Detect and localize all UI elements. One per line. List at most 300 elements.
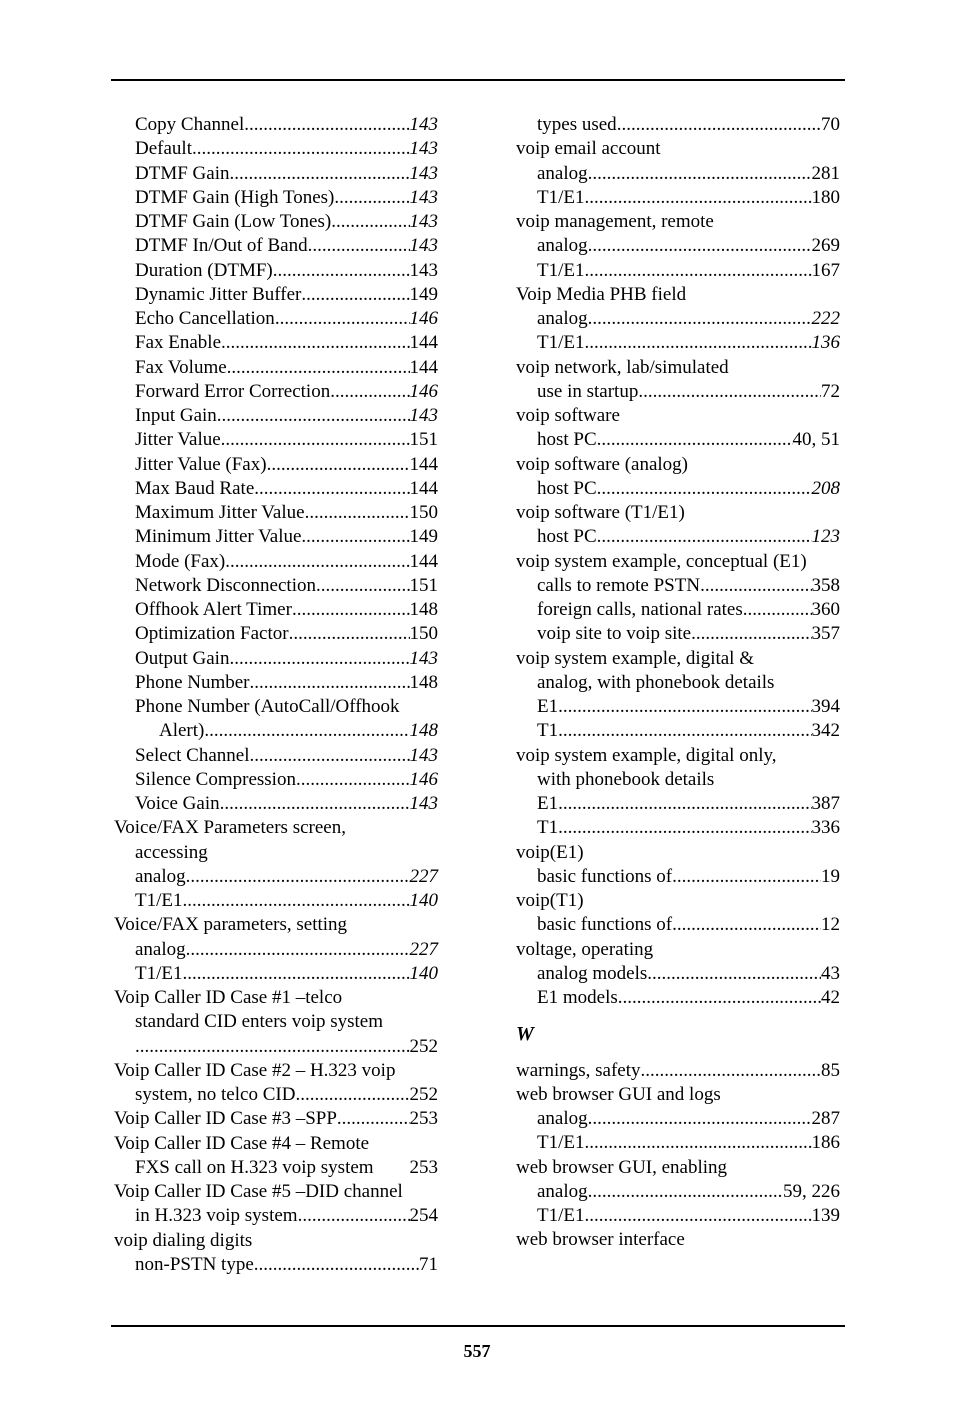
index-entry-page: 85 bbox=[821, 1059, 840, 1081]
index-entry bbox=[516, 768, 840, 792]
index-entry-term: T1 bbox=[537, 817, 559, 839]
index-entry-term: E1 bbox=[537, 793, 559, 814]
index-entry bbox=[114, 113, 438, 137]
index-entry-term: analog bbox=[135, 938, 186, 960]
index-entry bbox=[114, 719, 438, 743]
index-entry bbox=[516, 428, 840, 452]
dot-leader bbox=[316, 574, 410, 598]
index-entry bbox=[516, 1156, 840, 1180]
dot-leader bbox=[250, 744, 410, 768]
index-entry-page: 287 bbox=[811, 1108, 840, 1129]
index-entry-page: 252 bbox=[409, 1084, 438, 1105]
index-entry-term: Voip Caller ID Case #4 – Remote bbox=[114, 1132, 370, 1154]
index-entry bbox=[114, 477, 438, 501]
dot-leader bbox=[186, 865, 410, 889]
index-entry bbox=[516, 744, 840, 768]
index-entry-term: T1/E1 bbox=[537, 1132, 585, 1154]
index-entry-page: 269 bbox=[811, 235, 840, 257]
index-entry-term: voip system example, digital only, bbox=[516, 744, 777, 766]
header-rule bbox=[111, 79, 845, 81]
index-entry-page: 143 bbox=[409, 162, 438, 184]
index-entry bbox=[114, 962, 438, 986]
index-entry-term: voltage, operating bbox=[516, 938, 654, 960]
dot-leader bbox=[275, 307, 410, 331]
index-entry-term: Voip Media PHB field bbox=[516, 283, 687, 305]
index-entry bbox=[516, 210, 840, 234]
index-entry bbox=[114, 1035, 438, 1059]
index-entry-page: 360 bbox=[811, 599, 840, 620]
dot-leader bbox=[618, 986, 821, 1010]
index-entry-term: Jitter Value bbox=[135, 429, 221, 451]
index-entry-term: Jitter Value (Fax) bbox=[135, 453, 267, 475]
index-entry-page: 72 bbox=[821, 380, 840, 402]
dot-leader bbox=[301, 525, 409, 549]
index-entry-page: 148 bbox=[409, 599, 438, 620]
index-entry-term: T1/E1 bbox=[537, 186, 585, 208]
dot-leader bbox=[330, 380, 409, 404]
index-entry bbox=[516, 259, 840, 283]
index-entry bbox=[516, 1059, 840, 1083]
index-entry-page: 143 bbox=[409, 235, 438, 257]
index-entry-page: 148 bbox=[409, 720, 438, 742]
index-entry-term: Dynamic Jitter Buffer bbox=[135, 283, 302, 305]
index-entry bbox=[114, 1156, 438, 1180]
index-entry-term: Mode (Fax) bbox=[135, 550, 226, 572]
index-entry-page: 146 bbox=[409, 768, 438, 790]
dot-leader bbox=[641, 1059, 821, 1083]
index-entry-term: basic functions of bbox=[537, 865, 673, 887]
index-entry-term: Voip Caller ID Case #1 –telco bbox=[114, 987, 343, 1008]
index-entry-term: standard CID enters voip system bbox=[135, 1011, 384, 1033]
index-entry-term: T1/E1 bbox=[135, 962, 183, 984]
index-entry-page: 143 bbox=[409, 793, 438, 814]
dot-leader bbox=[267, 453, 410, 477]
index-entry-page: 143 bbox=[409, 211, 438, 232]
index-entry bbox=[114, 792, 438, 816]
index-entry-term: Echo Cancellation bbox=[135, 308, 275, 329]
dot-leader bbox=[254, 477, 409, 501]
index-entry bbox=[114, 574, 438, 598]
index-entry-term: T1 bbox=[537, 720, 559, 742]
index-entry-term: analog bbox=[537, 1180, 588, 1202]
index-entry bbox=[114, 865, 438, 889]
dot-leader bbox=[588, 1180, 783, 1204]
dot-leader bbox=[588, 307, 812, 331]
index-entry-page: 43 bbox=[821, 962, 840, 984]
index-entry-term: Voip Caller ID Case #2 – H.323 voip bbox=[114, 1059, 396, 1081]
page-number: 557 bbox=[463, 1341, 491, 1361]
index-entry bbox=[516, 841, 840, 865]
index-entry bbox=[516, 962, 840, 986]
index-entry bbox=[114, 841, 438, 865]
index-entry-page: 59, 226 bbox=[783, 1180, 840, 1202]
index-entry bbox=[516, 938, 840, 962]
index-entry-term: DTMF Gain (Low Tones) bbox=[135, 211, 332, 232]
index-entry bbox=[114, 162, 438, 186]
index-entry-page: 222 bbox=[811, 308, 840, 329]
index-entry-term: E1 models bbox=[537, 987, 618, 1008]
index-entry bbox=[114, 1059, 438, 1083]
dot-leader bbox=[558, 816, 811, 840]
index-entry-page: 144 bbox=[409, 356, 438, 378]
index-entry-term: Voip Caller ID Case #3 –SPP bbox=[114, 1108, 337, 1130]
index-entry bbox=[516, 1083, 840, 1107]
dot-leader bbox=[558, 695, 811, 719]
index-entry-page: 253 bbox=[409, 1156, 438, 1178]
index-entry bbox=[114, 137, 438, 161]
index-entry-term: DTMF Gain bbox=[135, 162, 230, 184]
index-entry-page: 150 bbox=[409, 502, 438, 523]
index-entry bbox=[114, 356, 438, 380]
index-entry-term: warnings, safety bbox=[516, 1059, 641, 1081]
index-group-w bbox=[516, 1059, 840, 1253]
index-entry-page: 281 bbox=[811, 162, 840, 184]
index-entry-term: Default bbox=[135, 138, 192, 160]
index-entry bbox=[516, 622, 840, 646]
index-entry-term: analog models bbox=[537, 962, 648, 984]
index-entry-page: 144 bbox=[409, 550, 438, 572]
index-entry bbox=[114, 647, 438, 671]
index-entry bbox=[516, 913, 840, 937]
index-entry-page: 227 bbox=[409, 938, 438, 960]
index-entry-page: 42 bbox=[821, 987, 840, 1008]
index-entry-term: non-PSTN type bbox=[135, 1253, 254, 1275]
index-entry-page: 140 bbox=[409, 890, 438, 911]
index-entry-page: 143 bbox=[409, 744, 438, 766]
index-entry-term: voip software bbox=[516, 405, 620, 426]
dot-leader bbox=[558, 792, 811, 816]
index-entry bbox=[114, 1180, 438, 1204]
index-entry-term: voip(T1) bbox=[516, 890, 584, 911]
index-entry-term: voip email account bbox=[516, 138, 661, 160]
index-entry-term: web browser GUI and logs bbox=[516, 1083, 721, 1105]
index-entry bbox=[516, 162, 840, 186]
index-entry bbox=[516, 1180, 840, 1204]
index-entry bbox=[114, 622, 438, 646]
index-entry bbox=[516, 986, 840, 1010]
index-entry-term: voip network, lab/simulated bbox=[516, 356, 729, 378]
index-entry bbox=[114, 1132, 438, 1156]
index-group-v-continued bbox=[516, 113, 840, 1010]
index-entry bbox=[114, 380, 438, 404]
index-entry-term: calls to remote PSTN bbox=[537, 574, 701, 596]
index-entry-page: 140 bbox=[409, 962, 438, 984]
index-entry bbox=[516, 186, 840, 210]
index-entry bbox=[114, 210, 438, 234]
index-entry-term: Voice/FAX parameters, setting bbox=[114, 914, 348, 936]
index-entry bbox=[114, 816, 438, 840]
index-entry-term: host PC bbox=[537, 526, 597, 548]
dot-leader bbox=[273, 259, 410, 283]
dot-leader bbox=[192, 137, 410, 161]
index-entry bbox=[114, 259, 438, 283]
index-entry-term: E1 bbox=[537, 696, 559, 717]
dot-leader bbox=[691, 622, 811, 646]
dot-leader bbox=[183, 889, 410, 913]
index-entry-page: 146 bbox=[409, 308, 438, 329]
dot-leader bbox=[221, 428, 410, 452]
section-letter: W bbox=[516, 1023, 534, 1046]
index-entry-term: Offhook Alert Timer bbox=[135, 599, 292, 620]
index-entry bbox=[114, 986, 438, 1010]
index-entry-term: analog bbox=[135, 865, 186, 887]
index-entry-term: Optimization Factor bbox=[135, 623, 289, 645]
index-entry-term: accessing bbox=[135, 841, 208, 863]
index-entry-term: Minimum Jitter Value bbox=[135, 526, 302, 548]
index-entry-term: types used bbox=[537, 114, 617, 135]
index-column-right bbox=[516, 113, 840, 1253]
index-entry-page: 149 bbox=[409, 526, 438, 548]
index-entry-term: Voice Gain bbox=[135, 793, 220, 814]
index-entry-term: Voip Caller ID Case #5 –DID channel bbox=[114, 1181, 403, 1202]
index-entry-page: 40, 51 bbox=[792, 429, 840, 451]
index-entry bbox=[516, 477, 840, 501]
index-entry-term: Copy Channel bbox=[135, 114, 245, 135]
index-entry bbox=[516, 647, 840, 671]
index-entry bbox=[114, 453, 438, 477]
index-entry bbox=[114, 331, 438, 355]
index-entry-page: 208 bbox=[811, 477, 840, 499]
index-entry-page: 123 bbox=[811, 526, 840, 548]
index-entry bbox=[516, 695, 840, 719]
index-entry-term: basic functions of bbox=[537, 914, 673, 936]
index-entry-term: analog bbox=[537, 1108, 588, 1129]
index-entry-term: analog bbox=[537, 162, 588, 184]
dot-leader bbox=[183, 962, 410, 986]
index-entry-page: 144 bbox=[409, 332, 438, 354]
dot-leader bbox=[229, 162, 409, 186]
dot-leader bbox=[588, 162, 812, 186]
index-entry bbox=[516, 816, 840, 840]
dot-leader bbox=[225, 550, 409, 574]
index-entry-term: Voice/FAX Parameters screen, bbox=[114, 817, 346, 839]
index-entry bbox=[114, 744, 438, 768]
index-entry bbox=[114, 1107, 438, 1131]
index-entry bbox=[516, 501, 840, 525]
dot-leader bbox=[672, 913, 821, 937]
index-entry-page: 143 bbox=[409, 259, 438, 281]
index-entry bbox=[516, 671, 840, 695]
index-entry bbox=[114, 598, 438, 622]
index-entry-page: 143 bbox=[409, 186, 438, 208]
index-entry bbox=[114, 1083, 438, 1107]
dot-leader bbox=[585, 1131, 812, 1155]
index-entry-page: 336 bbox=[811, 817, 840, 839]
index-entry-page: 143 bbox=[409, 647, 438, 669]
index-entry-page: 253 bbox=[409, 1108, 438, 1130]
index-entry-page: 71 bbox=[419, 1253, 438, 1275]
index-entry bbox=[516, 404, 840, 428]
index-entry-term: voip site to voip site bbox=[537, 623, 692, 645]
index-entry bbox=[114, 695, 438, 719]
index-entry-page: 12 bbox=[821, 914, 840, 936]
dot-leader bbox=[305, 501, 410, 525]
index-entry bbox=[114, 550, 438, 574]
index-entry-term: FXS call on H.323 voip system bbox=[135, 1156, 374, 1178]
index-entry-term: T1/E1 bbox=[537, 332, 585, 354]
index-entry-term: voip software (T1/E1) bbox=[516, 502, 685, 523]
index-entry-term: Silence Compression bbox=[135, 768, 296, 790]
index-entry-term: T1/E1 bbox=[537, 1205, 585, 1226]
index-entry-page: 358 bbox=[811, 574, 840, 596]
dot-leader bbox=[585, 259, 812, 283]
index-entry bbox=[516, 792, 840, 816]
index-entry-page: 180 bbox=[811, 186, 840, 208]
dot-leader bbox=[672, 865, 821, 889]
index-entry-term: host PC bbox=[537, 477, 597, 499]
index-entry bbox=[516, 598, 840, 622]
dot-leader bbox=[585, 331, 812, 355]
index-entry-term: with phonebook details bbox=[537, 768, 715, 790]
index-entry-page: 186 bbox=[811, 1132, 840, 1154]
index-entry-term: web browser GUI, enabling bbox=[516, 1156, 728, 1178]
index-entry bbox=[516, 1131, 840, 1155]
index-entry-term: system, no telco CID bbox=[135, 1084, 296, 1105]
index-entry bbox=[114, 234, 438, 258]
index-entry-term: Maximum Jitter Value bbox=[135, 502, 305, 523]
index-entry bbox=[516, 137, 840, 161]
index-entry-term: DTMF Gain (High Tones) bbox=[135, 186, 335, 208]
index-entry bbox=[114, 525, 438, 549]
index-entry-term: voip software (analog) bbox=[516, 453, 688, 475]
index-entry-term: analog bbox=[537, 235, 588, 257]
index-entry bbox=[114, 1204, 438, 1228]
dot-leader bbox=[647, 962, 821, 986]
dot-leader bbox=[337, 1107, 410, 1131]
index-entry-term: voip system example, conceptual (E1) bbox=[516, 550, 807, 572]
index-entry bbox=[114, 307, 438, 331]
index-entry-term: Duration (DTMF) bbox=[135, 259, 273, 281]
dot-leader bbox=[229, 647, 409, 671]
index-entry-page: 19 bbox=[821, 865, 840, 887]
index-entry-term: voip dialing digits bbox=[114, 1229, 253, 1251]
dot-leader bbox=[743, 598, 812, 622]
index-entry-page: 144 bbox=[409, 453, 438, 475]
index-entry-page: 143 bbox=[409, 405, 438, 426]
index-entry-term: Select Channel bbox=[135, 744, 250, 766]
dot-leader bbox=[308, 234, 410, 258]
index-entry-term: use in startup bbox=[537, 380, 639, 402]
dot-leader bbox=[254, 1253, 419, 1277]
index-entry-page: 254 bbox=[409, 1205, 438, 1227]
dot-leader bbox=[597, 525, 812, 549]
dot-leader bbox=[585, 186, 812, 210]
index-column-left bbox=[114, 113, 438, 1277]
index-entry bbox=[114, 938, 438, 962]
index-entry-page: 167 bbox=[811, 259, 840, 281]
index-entry bbox=[114, 501, 438, 525]
index-entry-page: 143 bbox=[409, 138, 438, 160]
index-entry-page: 148 bbox=[409, 671, 438, 693]
index-entry-term: Fax Volume bbox=[135, 356, 227, 378]
index-entry-term: Fax Enable bbox=[135, 332, 222, 354]
dot-leader bbox=[617, 113, 821, 137]
index-entry bbox=[516, 574, 840, 598]
index-entry bbox=[516, 453, 840, 477]
index-entry bbox=[114, 186, 438, 210]
index-entry-term: analog bbox=[537, 308, 588, 329]
dot-leader bbox=[289, 622, 410, 646]
index-entry bbox=[516, 380, 840, 404]
index-entry-term: voip(E1) bbox=[516, 841, 584, 863]
index-entry-page: 144 bbox=[409, 477, 438, 499]
index-entry bbox=[114, 283, 438, 307]
index-entry-page: 139 bbox=[811, 1205, 840, 1226]
index-entry-term: Alert) bbox=[159, 720, 205, 742]
index-entry bbox=[516, 356, 840, 380]
dot-leader bbox=[186, 938, 410, 962]
index-entry-term: voip system example, digital & bbox=[516, 647, 754, 669]
index-entry-page: 227 bbox=[409, 865, 438, 887]
dot-leader bbox=[588, 234, 812, 258]
dot-leader bbox=[296, 768, 410, 792]
index-entry bbox=[114, 1253, 438, 1277]
dot-leader bbox=[292, 598, 410, 622]
index-entry bbox=[516, 889, 840, 913]
dot-leader bbox=[135, 1035, 410, 1059]
index-entry-term: Input Gain bbox=[135, 405, 217, 426]
index-entry-term: host PC bbox=[537, 429, 597, 451]
index-entry-term: Max Baud Rate bbox=[135, 477, 255, 499]
index-entry-page: 150 bbox=[409, 623, 438, 645]
index-entry-term: Forward Error Correction bbox=[135, 380, 331, 402]
index-entry-page: 70 bbox=[821, 114, 840, 135]
dot-leader bbox=[638, 380, 821, 404]
index-entry bbox=[114, 1229, 438, 1253]
index-entry bbox=[114, 1010, 438, 1034]
index-entry bbox=[516, 307, 840, 331]
index-entry-term: Output Gain bbox=[135, 647, 230, 669]
index-entry-page: 342 bbox=[811, 720, 840, 742]
dot-leader bbox=[585, 1204, 812, 1228]
dot-leader bbox=[250, 671, 410, 695]
index-entry-term: Network Disconnection bbox=[135, 574, 316, 596]
index-entry-page: 146 bbox=[409, 380, 438, 402]
dot-leader bbox=[334, 186, 409, 210]
dot-leader bbox=[220, 792, 410, 816]
dot-leader bbox=[597, 428, 793, 452]
index-entry-term: analog, with phonebook details bbox=[537, 671, 775, 693]
index-entry-term: voip management, remote bbox=[516, 211, 714, 232]
dot-leader bbox=[331, 210, 409, 234]
index-entry bbox=[516, 331, 840, 355]
index-entry bbox=[114, 404, 438, 428]
index-entry bbox=[516, 283, 840, 307]
dot-leader bbox=[700, 574, 811, 598]
index-entry-page: 387 bbox=[811, 793, 840, 814]
index-entry bbox=[516, 1204, 840, 1228]
index-entry-term: T1/E1 bbox=[135, 890, 183, 911]
index-entry-term: Phone Number (AutoCall/Offhook bbox=[135, 696, 400, 717]
index-entry-page: 151 bbox=[409, 429, 438, 451]
index-entry-page: 252 bbox=[409, 1035, 438, 1057]
index-entry bbox=[516, 865, 840, 889]
dot-leader bbox=[217, 404, 410, 428]
dot-leader bbox=[588, 1107, 812, 1131]
index-entry bbox=[516, 550, 840, 574]
dot-leader bbox=[597, 477, 812, 501]
index-entry-page: 143 bbox=[409, 114, 438, 135]
index-entry-page: 149 bbox=[409, 283, 438, 305]
dot-leader bbox=[244, 113, 409, 137]
dot-leader bbox=[558, 719, 811, 743]
index-entry bbox=[114, 768, 438, 792]
footer-rule bbox=[111, 1325, 845, 1327]
index-entry bbox=[114, 671, 438, 695]
index-entry-page: 151 bbox=[409, 574, 438, 596]
index-entry bbox=[114, 889, 438, 913]
index-entry-page: 357 bbox=[811, 623, 840, 645]
